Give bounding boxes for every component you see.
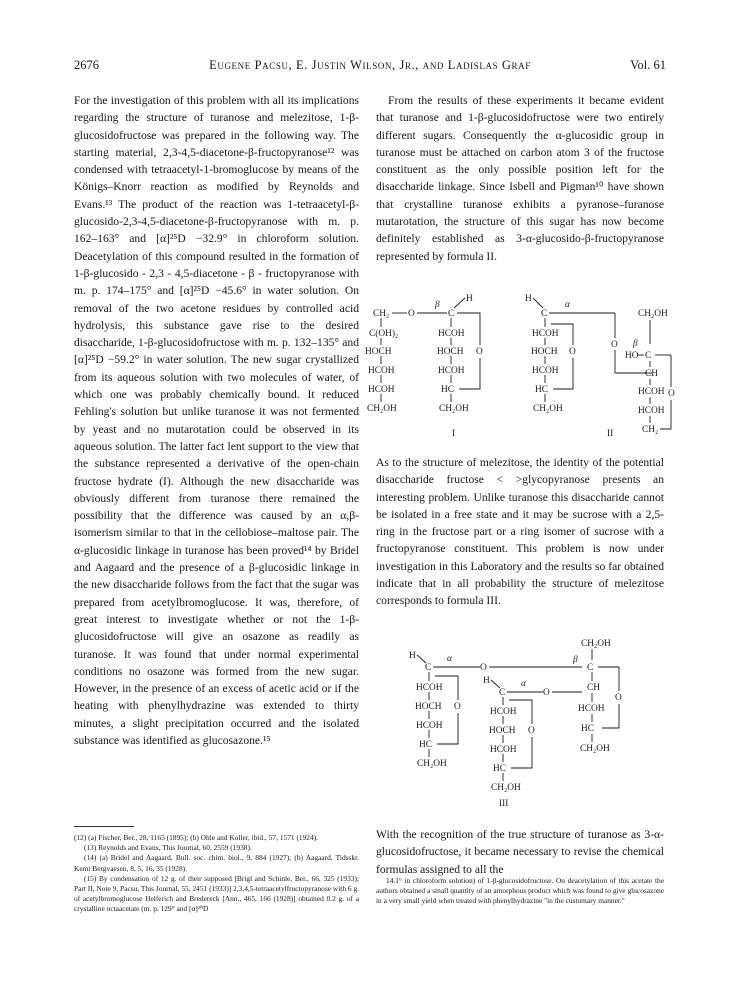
formula-hcoh: HCOH <box>490 745 517 755</box>
formula-ch2oh: CH₂OH <box>439 404 469 414</box>
right-column-middle <box>376 454 664 610</box>
formula-hcoh: HCOH <box>638 406 665 416</box>
left-column <box>74 92 359 749</box>
formula-h: H <box>525 294 532 304</box>
running-title-authors: Eugene Pacsu, E. Justin Wilson, Jr., and Ladislas Graf <box>209 58 531 72</box>
page-number: 2676 <box>74 58 99 72</box>
formula-hoch: HOCH <box>531 347 558 357</box>
formula-ho: HO <box>625 351 639 361</box>
footnote-15-continued: 14.1° in chloroform solution) of 1-β-glucosidofructose. On deacetylation of this acetate the authors obtained a small quantity of an amorphous product which was found to give glucosazone in a very small yield when treated with phenylhydrazine "in the customary manner." <box>376 876 664 906</box>
structural-formula-I-II <box>355 288 685 448</box>
paragraph: For the investigation of this problem with all its implications regarding the structure of turanose and melezitose, 1-β-glucosidofructose was prepared in the following way. The starting material, 2,3-4,5-diacetone-β-fructopyranose¹² was condensed with tetraacetyl-1-bromoglucose by means of the Königs–Knorr reaction as modified by Reynolds and Evans.¹³ The product of the reaction was 1-tetraacetyl-β-glucosido-2,3-4,5-diacetone-β-fructopyranose with m. p. 162–163° and [α]²⁵D −32.9° in chloroform solution. Deacetylation of this compound resulted in the formation of 1-β-glucosido - 2,3 - 4,5-diacetone - β - fructopyranose with m. p. 174–175° and [α]²⁵D −45.6° in water solution. On removal of the two acetone residues by controlled acid hydrolysis, this substance gave rise to the desired disaccharide, 1-β-glucosidofructose with m. p. 132–135° and [α]²⁵D −59.2° in water solution. The new sugar crystallized from its aqueous solution with two molecules of water, of which one was probably chemically bound. It reduced Fehling's solution but unlike turanose it was not fermented by yeast and no mutarotation could be observed in its aqueous solution. The latter fact lent support to the view that the substance represented a derivative of the open-chain fructose hydrate (I). Although the new disaccharide was obviously different from turanose there remained the possibility that the difference was caused by an α,β-isomerism similar to that in the cellobiose–maltose pair. The α-glucosidic linkage in turanose has been proved¹⁴ by Bridel and Aagaard and the presence of a β-glucosidic linkage in the new disaccharide follows from the fact that the sugar was prepared from acetylbromoglucose. It was, therefore, of great interest to investigate whether or not the 1-β-glucosidofructose will give an osazone as readily as turanose. It was found that under normal experimental conditions no osazone was formed from the new sugar. However, in the presence of an excess of acetic acid or if the heating with phenylhydrazine was extended to thirty minutes, a slight precipitation occurred and the isolated substance was identified as glucosazone.¹⁵ <box>74 94 359 747</box>
formula-o: O <box>454 702 461 712</box>
formula-ch: CH <box>645 369 659 379</box>
formula-hcoh: HCOH <box>490 707 517 717</box>
formula-hcoh: HCOH <box>416 683 443 693</box>
formula-beta: β <box>573 655 578 665</box>
formula-hcoh: HCOH <box>368 385 395 395</box>
formula-alpha: α <box>565 300 570 310</box>
formula-o: O <box>569 347 576 357</box>
footnote-14: (14) (a) Bridel and Aagaard, Bull. soc. chim. biol., 9, 884 (1927); (b) Aagaard, Tidsskr. Kemi Bergvaesen, 8, 5, 16, 35 (1928). <box>74 853 359 873</box>
structural-formula-III <box>395 636 685 818</box>
formula-ch: CH <box>587 683 601 693</box>
formula-hc: HC <box>441 385 455 395</box>
right-column-top <box>376 92 664 265</box>
formula-h: H <box>409 651 416 661</box>
formula-o: O <box>668 389 675 399</box>
formula-o: O <box>480 663 487 673</box>
formula-label-I: I <box>452 429 456 439</box>
formula-c: C <box>541 309 548 319</box>
formula-ch2: CH₂ <box>373 309 390 319</box>
formula-hc: HC <box>581 724 595 734</box>
formula-hcoh: HCOH <box>438 329 465 339</box>
formula-hc: HC <box>493 764 507 774</box>
formula-beta: β <box>633 339 638 349</box>
footnote-rule <box>74 826 134 827</box>
formula-c: C <box>645 351 652 361</box>
footnote-15: (15) By condensation of 12 g. of their supposed [Brigl and Schinle, Ber., 66, 325 (1933); Part II, Note 9, Pacsu, This Journal, 55, 2451 (1933)] 2,3,4,5-tetraacetylfructopyranose with 6 g. of acetylbromoglucose Helferich and Bredereck [Ann., 465, 166 (1928)] obtained 0.2 g. of a crystalline octaacetate (m. p. 129° and [α]²⁰D <box>74 873 359 914</box>
formula-hoch: HOCH <box>415 702 442 712</box>
formula-o: O <box>528 726 535 736</box>
formula-alpha: α <box>447 654 452 664</box>
formula-hcoh: HCOH <box>438 366 465 376</box>
formula-ch2oh: CH₂OH <box>638 309 668 319</box>
page-header <box>74 58 666 78</box>
footnotes-left <box>74 826 359 915</box>
footnote-12: (12) (a) Fischer, Ber., 28, 1165 (1895); (b) Ohle and Koller, ibid., 57, 1571 (1924). <box>74 833 319 842</box>
formula-o: O <box>611 340 618 350</box>
volume-number: Vol. 61 <box>630 58 666 72</box>
formula-ch2oh: CH₂OH <box>581 639 611 649</box>
formula-hc: HC <box>419 740 433 750</box>
formula-alpha: α <box>521 679 526 689</box>
formula-c: C <box>587 663 594 673</box>
formula-h: H <box>466 294 473 304</box>
right-column-bottom <box>376 826 664 878</box>
formula-hc: HC <box>535 385 549 395</box>
formula-o: O <box>615 693 622 703</box>
paragraph: As to the structure of melezitose, the identity of the potential disaccharide fructose < >glycopyranose presents an interesting problem. Unlike turanose this disaccharide cannot be isolated in a free state and it may be sucrose with a 2,5-ring in the fructose part or a ring isomer of sucrose with a fructopyranose constituent. This problem is now under investigation in this Laboratory and the results so far obtained indicate that in all probability the structure of melezitose corresponds to formula III. <box>376 456 664 608</box>
formula-ch2oh: CH₂OH <box>367 404 397 414</box>
formula-hcoh: HCOH <box>638 387 665 397</box>
formula-ch2oh: CH₂OH <box>580 744 610 754</box>
formula-label-II: II <box>607 429 614 439</box>
formula-o: O <box>476 347 483 357</box>
formula-beta: β <box>435 300 440 310</box>
footnote-13: (13) Reynolds and Evans, This Journal, 60, 2559 (1938). <box>84 843 252 853</box>
formula-c: C <box>499 688 506 698</box>
formula-hcoh: HCOH <box>532 329 559 339</box>
formula-h: H <box>483 676 490 686</box>
formula-o: O <box>543 688 550 698</box>
formula-hcoh: HCOH <box>532 366 559 376</box>
formula-ch2: CH₂ <box>642 425 659 435</box>
formula-hcoh: HCOH <box>416 721 443 731</box>
formula-hoch: HOCH <box>489 726 516 736</box>
formula-o: O <box>408 309 415 319</box>
formula-ch2oh: CH₂OH <box>491 783 521 793</box>
formula-hcoh: HCOH <box>578 704 605 714</box>
formula-coh2: C(OH)₂ <box>369 329 399 339</box>
paragraph: From the results of these experiments it became evident that turanose and 1-β-glucosidofructose were two entirely different sugars. Consequently the α-glucosidic group in turanose must be attached on carbon atom 3 of the fructose constituent as the only possible position left for the disaccharide linkage. Since Isbell and Pigman¹⁰ have shown that crystalline turanose exhibits a pyranose–furanose mutarotation, the structure of this sugar has now become definitely established as 3-α-glucosido-β-fructopyranose represented by formula II. <box>376 94 664 263</box>
paragraph: With the recognition of the true structure of turanose as 3-α-glucosidofructose, it became necessary to revise the chemical formulas assigned to all the <box>376 828 664 876</box>
formula-ch2oh: CH₂OH <box>533 404 563 414</box>
formula-c: C <box>448 309 455 319</box>
formula-c: C <box>425 663 432 673</box>
formula-hoch: HOCH <box>437 347 464 357</box>
footnotes-right <box>376 876 664 907</box>
formula-hcoh: HCOH <box>368 366 395 376</box>
formula-ch2oh: CH₂OH <box>417 759 447 769</box>
formula-label-III: III <box>499 799 509 809</box>
formula-hoch: HOCH <box>365 347 392 357</box>
